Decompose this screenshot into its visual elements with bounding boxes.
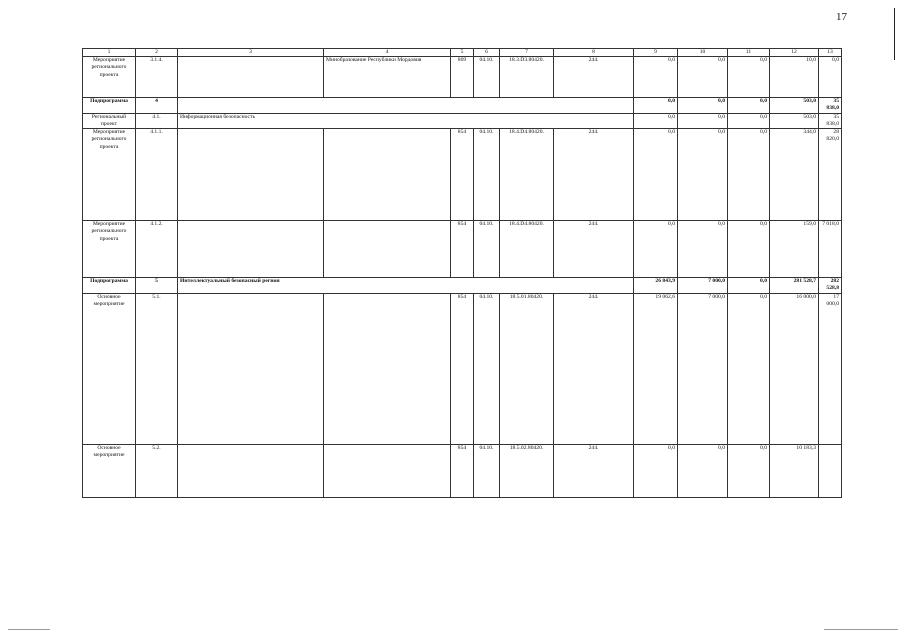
cell-amount: 0,0 xyxy=(634,98,678,114)
cell-amount: 0,0 xyxy=(819,57,842,98)
cell-grbs: 809 xyxy=(451,57,474,98)
row-name xyxy=(178,444,324,497)
cell-target-article: 18.5.02.80420. xyxy=(500,444,554,497)
row-number: 5 xyxy=(136,278,178,294)
cell-amount: 159,0 xyxy=(770,221,819,278)
column-number: 3 xyxy=(178,49,324,57)
cell-grbs: 854 xyxy=(451,293,474,444)
row-number: 4.1.1. xyxy=(136,129,178,221)
row-number: 3.1.4. xyxy=(136,57,178,98)
cell-amount: 0,0 xyxy=(728,221,770,278)
cell-expense-type: 244. xyxy=(554,57,634,98)
column-number: 12 xyxy=(770,49,819,57)
program-table xyxy=(82,48,842,498)
cell-section: 04.10. xyxy=(474,444,500,497)
page-number: 17 xyxy=(836,11,847,23)
cell-amount: 0,0 xyxy=(678,98,728,114)
row-number: 4.1. xyxy=(136,113,178,129)
cell-amount: 0,0 xyxy=(634,129,678,221)
cell-amount: 0,0 xyxy=(728,98,770,114)
cell-amount: 0,0 xyxy=(678,129,728,221)
scan-edge-mark xyxy=(894,8,895,60)
row-executor xyxy=(324,444,451,497)
row-type: Региональный проект xyxy=(83,113,136,129)
cell-amount: 0,0 xyxy=(728,278,770,294)
cell-amount: 7 000,0 xyxy=(678,293,728,444)
cell-grbs: 854 xyxy=(451,444,474,497)
cell-amount: 35 838,0 xyxy=(819,113,842,129)
cell-expense-type: 244. xyxy=(554,221,634,278)
cell-amount: 0,0 xyxy=(728,57,770,98)
cell-amount: 7 018,0 xyxy=(819,221,842,278)
cell-expense-type: 244. xyxy=(554,444,634,497)
row-name xyxy=(178,98,634,114)
row-type: Мероприятие регионального проекта xyxy=(83,221,136,278)
cell-section: 04.10. xyxy=(474,129,500,221)
cell-amount: 282 528,8 xyxy=(819,278,842,294)
row-executor xyxy=(324,293,451,444)
cell-amount: 0,0 xyxy=(728,129,770,221)
table-row xyxy=(83,221,842,278)
cell-amount: 281 528,7 xyxy=(770,278,819,294)
row-executor: Минобразование Республики Мордовия xyxy=(324,57,451,98)
column-number: 7 xyxy=(500,49,554,57)
cell-amount: 19 062,6 xyxy=(634,293,678,444)
table-row xyxy=(83,57,842,98)
scan-artifact-line xyxy=(8,629,50,630)
row-executor xyxy=(324,221,451,278)
cell-amount xyxy=(819,444,842,497)
row-number: 4 xyxy=(136,98,178,114)
row-name xyxy=(178,57,324,98)
cell-expense-type: 244. xyxy=(554,129,634,221)
row-number: 5.1. xyxy=(136,293,178,444)
subprogram-row xyxy=(83,278,842,294)
row-type: Основное мероприятие xyxy=(83,293,136,444)
column-number: 6 xyxy=(474,49,500,57)
column-number: 11 xyxy=(728,49,770,57)
cell-amount: 0,0 xyxy=(634,444,678,497)
cell-amount: 0,0 xyxy=(728,293,770,444)
scan-artifact-line xyxy=(824,629,898,630)
cell-target-article: 18.3.D3.80420. xyxy=(500,57,554,98)
table-row xyxy=(83,129,842,221)
cell-amount: 35 838,0 xyxy=(819,98,842,114)
column-number: 4 xyxy=(324,49,451,57)
cell-amount: 17 000,0 xyxy=(819,293,842,444)
row-name xyxy=(178,129,324,221)
cell-expense-type: 244. xyxy=(554,293,634,444)
row-name: Информационная безопасность xyxy=(178,113,634,129)
cell-amount: 0,0 xyxy=(634,57,678,98)
cell-amount: 7 000,0 xyxy=(678,278,728,294)
column-number: 2 xyxy=(136,49,178,57)
row-number: 5.2. xyxy=(136,444,178,497)
column-number-row xyxy=(83,49,842,57)
cell-amount: 0,0 xyxy=(678,221,728,278)
cell-target-article: 18.5.01.80420. xyxy=(500,293,554,444)
cell-amount: 0,0 xyxy=(634,113,678,129)
cell-amount: 503,0 xyxy=(770,98,819,114)
row-name: Интеллектуальный безопасный регион xyxy=(178,278,634,294)
cell-section: 04.10. xyxy=(474,293,500,444)
row-type: Подпрограмма xyxy=(83,98,136,114)
row-type: Мероприятие регионального проекта xyxy=(83,57,136,98)
cell-amount: 28 820,0 xyxy=(819,129,842,221)
cell-amount: 0,0 xyxy=(728,444,770,497)
subprogram-row xyxy=(83,98,842,114)
cell-amount: 0,0 xyxy=(678,57,728,98)
cell-amount: 26 843,9 xyxy=(634,278,678,294)
row-type: Мероприятие регионального проекта xyxy=(83,129,136,221)
cell-grbs: 854 xyxy=(451,221,474,278)
column-number: 13 xyxy=(819,49,842,57)
cell-target-article: 18.4.D4.80420. xyxy=(500,221,554,278)
cell-section: 04.10. xyxy=(474,57,500,98)
row-name xyxy=(178,293,324,444)
column-number: 5 xyxy=(451,49,474,57)
cell-amount: 503,0 xyxy=(770,113,819,129)
column-number: 10 xyxy=(678,49,728,57)
row-name xyxy=(178,221,324,278)
table-row xyxy=(83,444,842,497)
cell-amount: 0,0 xyxy=(634,221,678,278)
cell-target-article: 18.4.D4.80420. xyxy=(500,129,554,221)
cell-amount: 0,0 xyxy=(678,113,728,129)
cell-amount: 10,0 xyxy=(770,57,819,98)
row-type: Основное мероприятие xyxy=(83,444,136,497)
regional-project-row xyxy=(83,113,842,129)
cell-section: 04.10. xyxy=(474,221,500,278)
cell-amount: 16 000,0 xyxy=(770,293,819,444)
column-number: 1 xyxy=(83,49,136,57)
table-row xyxy=(83,293,842,444)
cell-amount: 344,0 xyxy=(770,129,819,221)
cell-amount: 0,0 xyxy=(728,113,770,129)
row-executor xyxy=(324,129,451,221)
cell-amount: 10 183,3 xyxy=(770,444,819,497)
cell-amount: 0,0 xyxy=(678,444,728,497)
column-number: 9 xyxy=(634,49,678,57)
cell-grbs: 854 xyxy=(451,129,474,221)
column-number: 8 xyxy=(554,49,634,57)
row-type: Подпрограмма xyxy=(83,278,136,294)
row-number: 4.1.2. xyxy=(136,221,178,278)
